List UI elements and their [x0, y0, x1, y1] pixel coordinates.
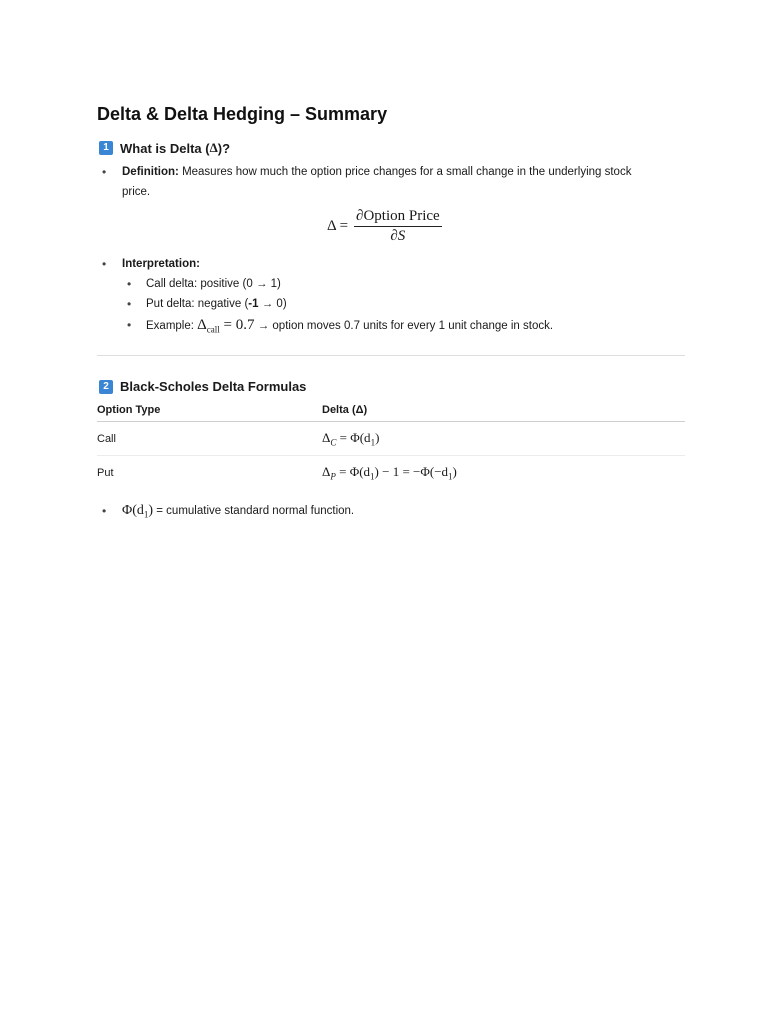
- delta-formula-cell: [322, 456, 685, 490]
- put-delta-bullet: [146, 294, 287, 314]
- formula-delta: Δ: [322, 463, 331, 479]
- section-2-heading-text: Black-Scholes Delta Formulas: [120, 379, 307, 394]
- put-delta-prefix: Put delta: negative (: [146, 298, 249, 310]
- formula-delta: Δ: [322, 429, 331, 445]
- delta-symbol: Δ: [209, 140, 218, 155]
- option-type-cell: Call: [97, 422, 322, 456]
- definition-label: Definition:: [122, 166, 179, 178]
- formula-sub3: 1: [448, 471, 453, 482]
- option-type-cell: Put: [97, 466, 114, 479]
- section-divider: [97, 355, 685, 356]
- formula-sub: C: [330, 437, 337, 448]
- call-delta-bullet: [146, 274, 281, 294]
- call-delta-text: Call delta: positive (0 → 1): [146, 278, 281, 290]
- delta-formula-cell: [322, 422, 685, 456]
- phi-close: ): [148, 503, 154, 518]
- definition-bullet: [122, 162, 682, 202]
- example-equation: = 0.7: [219, 317, 255, 333]
- example-text: → option moves 0.7 units for every 1 unit change in stock.: [254, 320, 554, 332]
- phi-note-text: = cumulative standard normal function.: [153, 505, 355, 517]
- section-1-heading-prefix: What is Delta (: [120, 140, 210, 156]
- table-header-row: [97, 400, 685, 422]
- delta-formulas-table: [97, 400, 685, 489]
- column-header-delta: Delta (Δ): [322, 400, 685, 422]
- delta-definition-formula: [327, 208, 442, 245]
- formula-sub: P: [330, 471, 336, 482]
- definition-text-cont: price.: [122, 186, 151, 198]
- table-row: [97, 422, 685, 456]
- example-subscript: call: [206, 324, 220, 335]
- example-bullet: [146, 315, 553, 339]
- section-1-heading-suffix: )?: [217, 140, 231, 156]
- column-header-option-type: Option Type: [97, 400, 322, 422]
- formula-end2: ): [452, 463, 457, 479]
- number-2-icon: 2: [99, 380, 113, 394]
- phi-symbol: Φ(d: [122, 503, 144, 518]
- phi-note-bullet: [122, 501, 354, 524]
- formula-sub2: 1: [370, 437, 376, 448]
- formula-denominator: ∂S: [390, 228, 406, 244]
- section-2-heading: [99, 379, 306, 394]
- table-row: [97, 456, 685, 490]
- definition-text: Measures how much the option price changes for a small change in the underlying stock: [182, 166, 632, 178]
- formula-sub2: 1: [370, 471, 375, 482]
- formula-end: ) − 1 = −Φ(−d: [374, 463, 449, 479]
- formula-fraction: [354, 208, 442, 245]
- formula-lhs: Δ =: [327, 218, 349, 234]
- example-delta-symbol: Δ: [197, 317, 207, 333]
- formula-numerator: ∂Option Price: [354, 208, 442, 227]
- formula-end: ): [375, 429, 380, 445]
- interpretation-bullet: [122, 254, 200, 274]
- example-label: Example:: [146, 320, 198, 332]
- phi-subscript: 1: [143, 509, 149, 520]
- put-delta-suffix: → 0): [258, 298, 287, 310]
- formula-rest: = Φ(d: [336, 429, 371, 445]
- page-title: Delta & Delta Hedging – Summary: [97, 104, 388, 124]
- interpretation-label: Interpretation:: [122, 258, 200, 270]
- section-1-heading: [99, 140, 230, 156]
- put-delta-bold: -1: [248, 298, 259, 310]
- formula-rest: = Φ(d: [335, 463, 371, 479]
- number-1-icon: 1: [99, 141, 113, 155]
